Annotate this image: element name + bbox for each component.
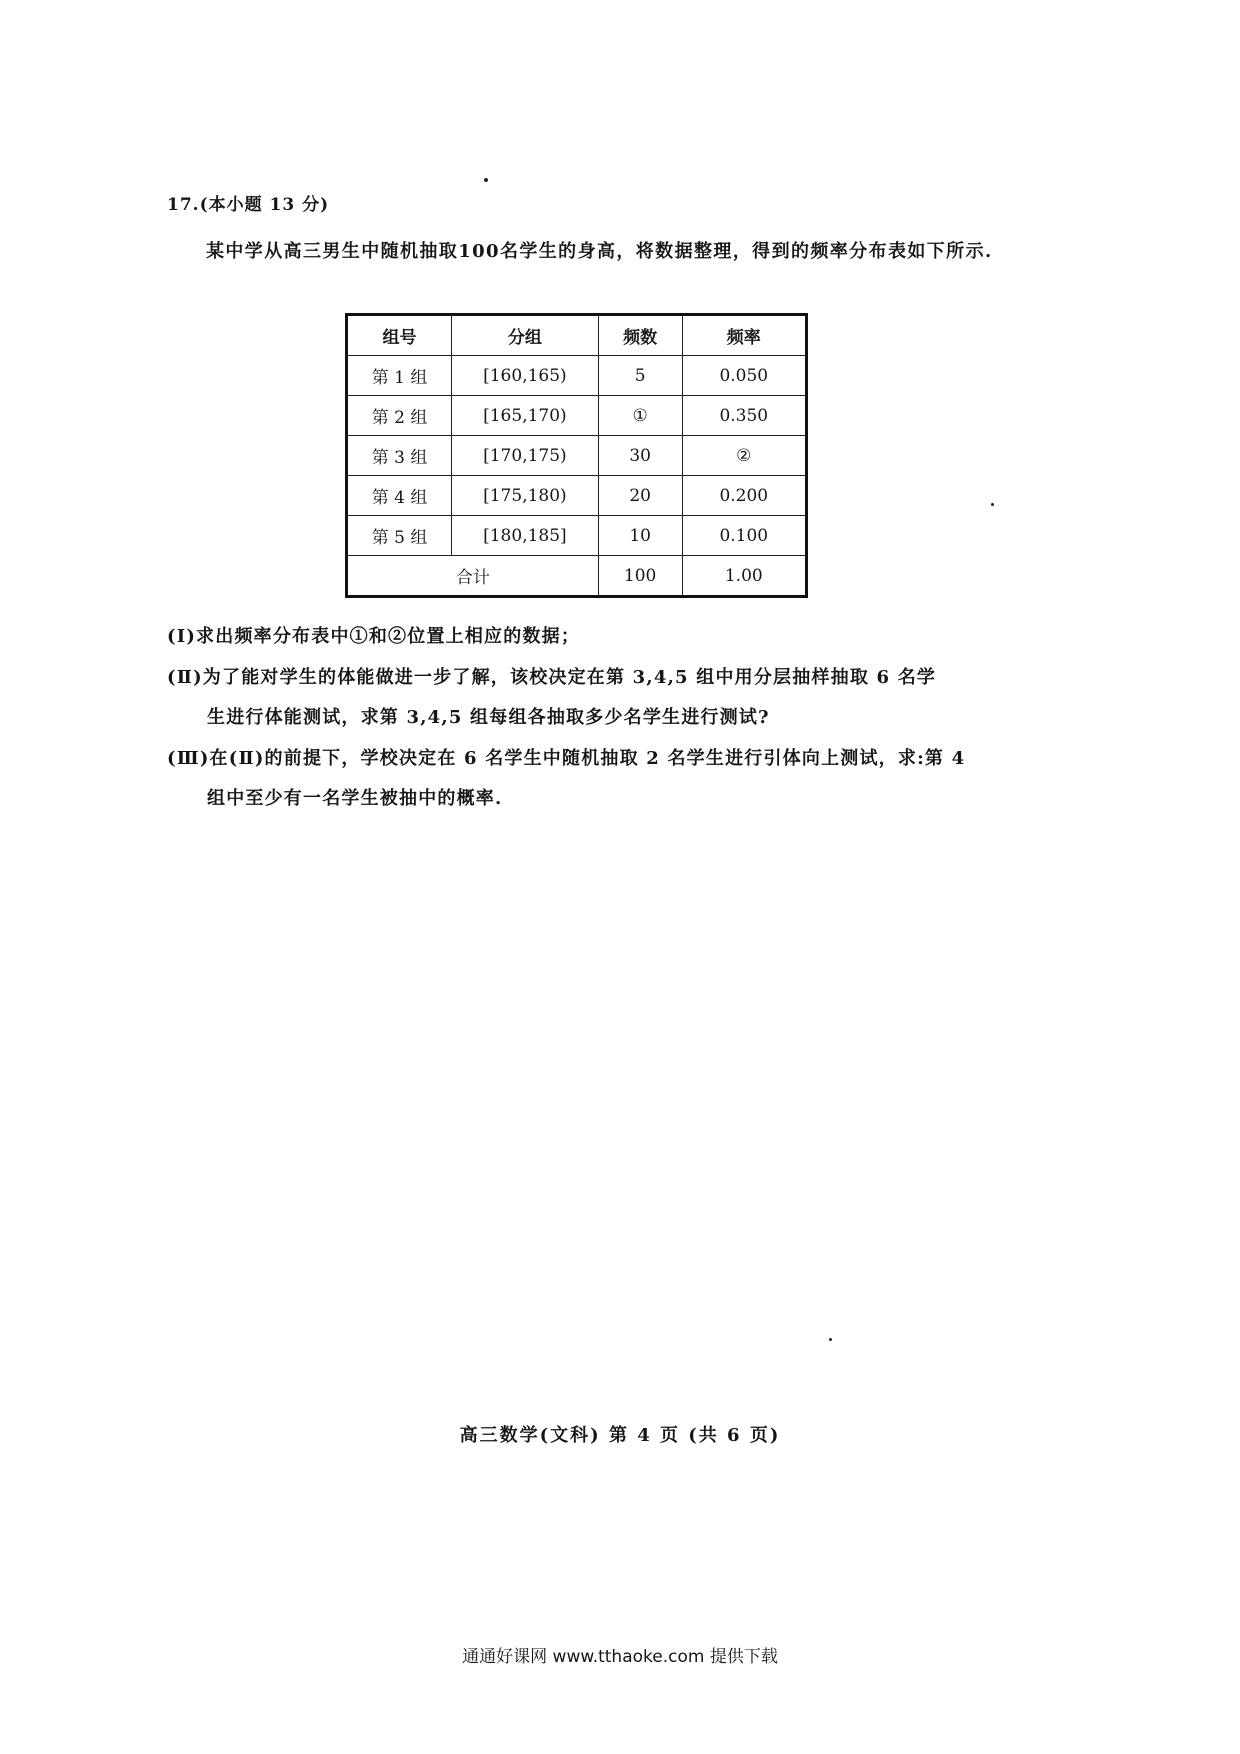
header-frequency: 频率	[682, 315, 806, 356]
question-part-3	[167, 739, 1007, 819]
table-row	[347, 356, 807, 396]
scan-speck	[991, 503, 994, 506]
header-count: 频数	[598, 315, 682, 356]
table-row	[347, 516, 807, 556]
cell-frequency: 0.200	[682, 476, 806, 516]
cell-frequency: ②	[682, 436, 806, 476]
total-label: 合计	[347, 556, 599, 597]
table-row	[347, 436, 807, 476]
total-frequency: 1.00	[682, 556, 806, 597]
part-2-line-1: (Ⅱ)为了能对学生的体能做进一步了解，该校决定在第 3,4,5 组中用分层抽样抽取 6 名学	[167, 667, 937, 688]
page-footer: 高三数学(文科) 第 4 页 (共 6 页)	[459, 1425, 781, 1446]
cell-interval: [160,165)	[452, 356, 599, 396]
cell-interval: [165,170)	[452, 396, 599, 436]
cell-group: 第 3 组	[347, 436, 452, 476]
cell-count: 10	[598, 516, 682, 556]
cell-interval: [170,175)	[452, 436, 599, 476]
cell-interval: [175,180)	[452, 476, 599, 516]
cell-group: 第 2 组	[347, 396, 452, 436]
cell-count: ①	[598, 396, 682, 436]
question-header: 17.(本小题 13 分)	[167, 195, 330, 215]
scan-speck	[484, 178, 488, 182]
cell-group: 第 5 组	[347, 516, 452, 556]
question-part-2	[167, 658, 1007, 738]
cell-group: 第 1 组	[347, 356, 452, 396]
cell-count: 20	[598, 476, 682, 516]
table-row	[347, 476, 807, 516]
scan-speck	[829, 1338, 832, 1341]
cell-frequency: 0.350	[682, 396, 806, 436]
part-2-line-2: 生进行体能测试，求第 3,4,5 组每组各抽取多少名学生进行测试?	[207, 707, 770, 728]
part-1-text: (Ⅰ)求出频率分布表中①和②位置上相应的数据；	[167, 626, 581, 647]
total-count: 100	[598, 556, 682, 597]
cell-frequency: 0.100	[682, 516, 806, 556]
part-3-line-2: 组中至少有一名学生被抽中的概率.	[207, 788, 503, 809]
cell-group: 第 4 组	[347, 476, 452, 516]
table-row	[347, 396, 807, 436]
cell-count: 5	[598, 356, 682, 396]
frequency-table	[345, 313, 808, 598]
header-group-number: 组号	[347, 315, 452, 356]
table-total-row	[347, 556, 807, 597]
cell-interval: [180,185]	[452, 516, 599, 556]
question-intro: 某中学从高三男生中随机抽取100名学生的身高，将数据整理，得到的频率分布表如下所示.	[206, 241, 993, 262]
part-3-line-1: (Ⅲ)在(Ⅱ)的前提下，学校决定在 6 名学生中随机抽取 2 名学生进行引体向上测试，求:第 4	[167, 748, 966, 769]
question-part-1	[167, 617, 1007, 657]
cell-frequency: 0.050	[682, 356, 806, 396]
header-interval: 分组	[452, 315, 599, 356]
cell-count: 30	[598, 436, 682, 476]
source-watermark: 通通好课网 www.tthaoke.com 提供下载	[462, 1647, 778, 1667]
table-header-row	[347, 315, 807, 356]
